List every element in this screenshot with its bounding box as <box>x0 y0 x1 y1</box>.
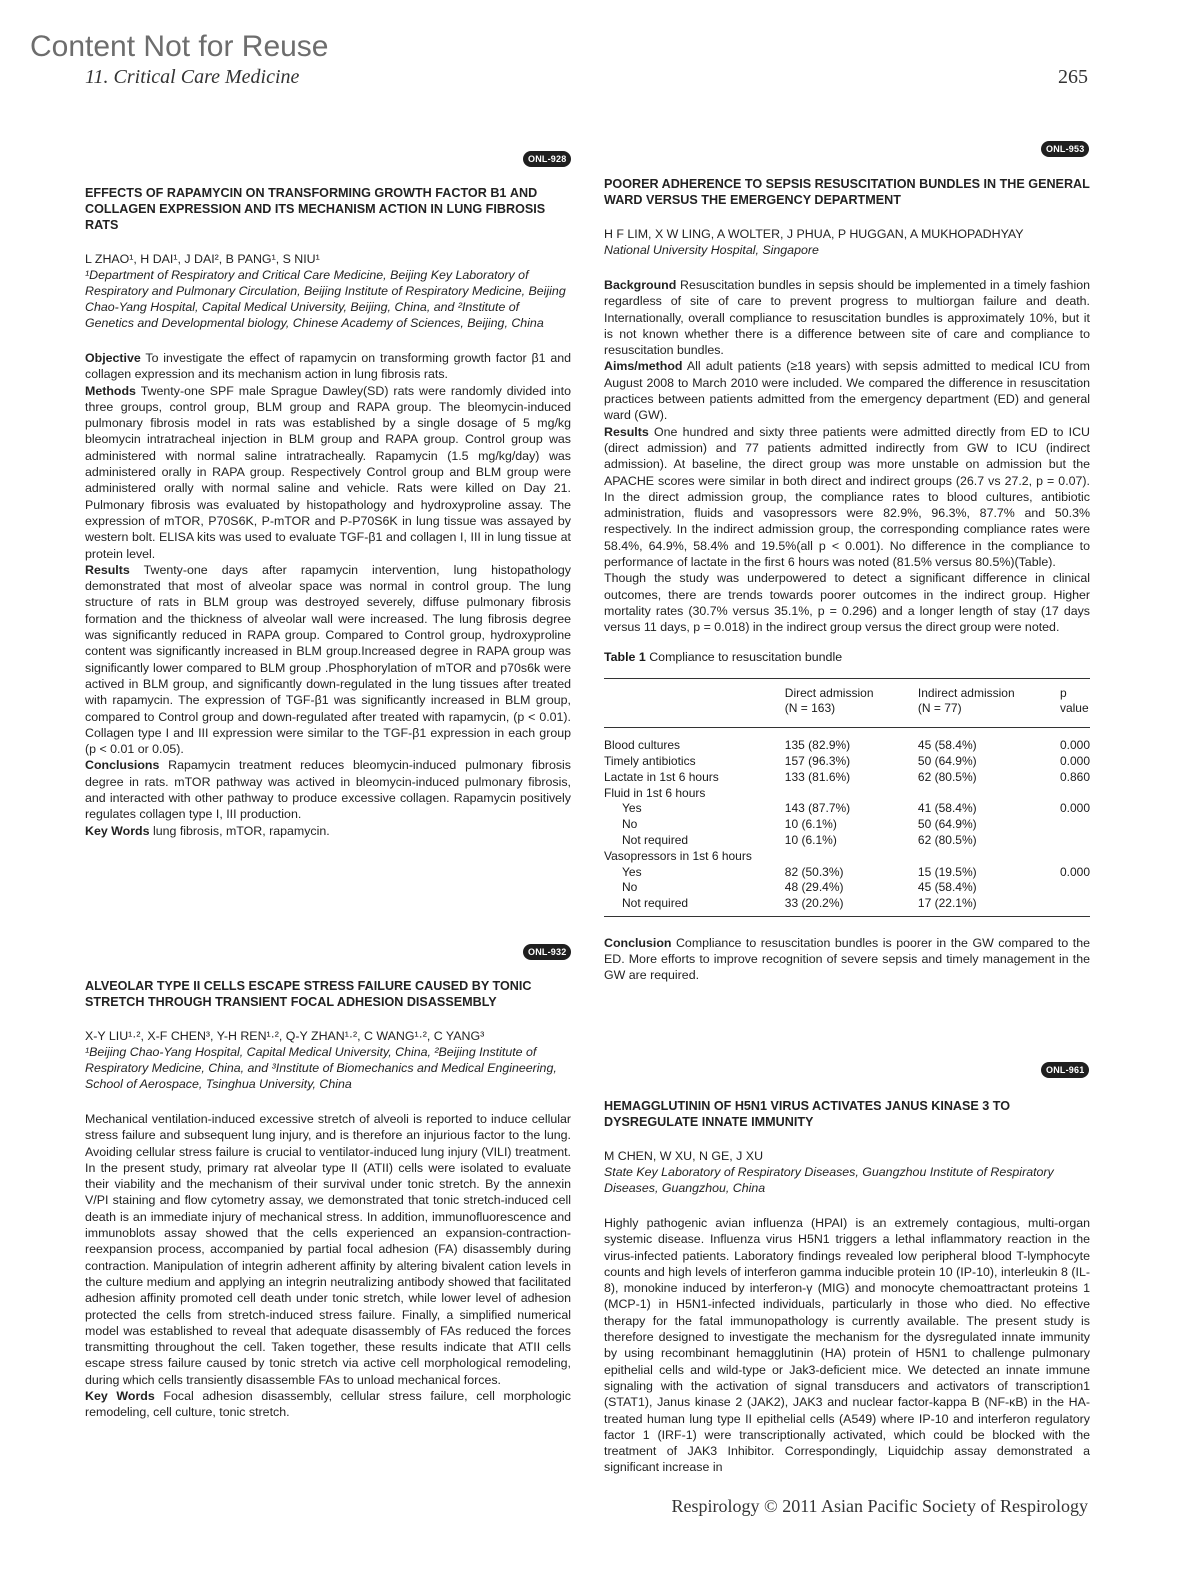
abstract-onl-953 <box>604 176 1090 984</box>
keywords-label: Key Words <box>85 1389 155 1404</box>
table-cell: Yes <box>622 801 642 816</box>
results-label: Results <box>85 562 130 577</box>
table-body <box>604 728 1090 917</box>
table-row <box>604 849 1090 865</box>
table-cell: 15 (19.5%) <box>917 864 977 879</box>
methods-text: Twenty-one SPF male Sprague Dawley(SD) rats were randomly divided into three groups, control group, BLM group and RAPA group. The bleomycin-induced pulmonary fibrosis model in rats was established by a single dosage of 5 mg/kg bleomycin intratracheal injection in BLM group and RAPA group. Control group was administered with normal saline intratracheally. Rapamycin (1.5 mg/kg/day) was administered orally in RAPA group. Respectively Control group and BLM group were administered orally with normal saline and vehicle. Rats were killed on Day 21. Pulmonary fibrosis was evaluated by histopathology and hydroxyproline assay. The expression of mTOR, P70S6K, P-mTOR and P-P70S6K in lung tissue was assayed by western bolt. ELISA kits was used to evaluate TGF-β1 and collagen I, III in lung tissue at protein level. <box>85 383 571 561</box>
table-cell: 0.000 <box>1059 753 1090 768</box>
table-cell: 33 (20.2%) <box>784 896 844 911</box>
table-cell: Blood cultures <box>604 738 681 753</box>
abstract-affiliation: National University Hospital, Singapore <box>604 243 819 257</box>
table-cell: No <box>622 817 638 832</box>
table-cell: Vasopressors in 1st 6 hours <box>604 848 752 863</box>
table-row <box>604 880 1090 896</box>
objective-label: Objective <box>85 351 141 365</box>
abstract-onl-932 <box>85 978 571 1421</box>
table-cell <box>1060 817 1090 833</box>
table-cell: 10 (6.1%) <box>784 832 837 847</box>
table-cell: 41 (58.4%) <box>917 801 977 816</box>
table-cell: Fluid in 1st 6 hours <box>604 785 706 800</box>
table-cell: 17 (22.1%) <box>917 896 977 911</box>
table-cell: 143 (87.7%) <box>784 801 851 816</box>
methods-label: Methods <box>85 383 136 398</box>
abstract-affiliation: ¹Beijing Chao-Yang Hospital, Capital Medical University, China, ²Beijing Institute of Respiratory Medicine, China, and ³Institute of Biomechanics and Medical Engineering, School of Aerospace, Tsinghua University, China <box>85 1045 557 1091</box>
table-row <box>604 754 1090 770</box>
table-row <box>604 817 1090 833</box>
table-row <box>604 801 1090 817</box>
abstract-badge: ONL-961 <box>1041 1062 1089 1078</box>
table-cell: Lactate in 1st 6 hours <box>604 769 719 784</box>
abstract-title: HEMAGGLUTININ OF H5N1 VIRUS ACTIVATES JANUS KINASE 3 TO DYSREGULATE INNATE IMMUNITY <box>604 1099 1011 1129</box>
table-cell: 82 (50.3%) <box>784 864 844 879</box>
table-cell: Yes <box>622 864 642 879</box>
table-cell: 135 (82.9%) <box>784 738 851 753</box>
abstract-onl-928 <box>85 185 571 839</box>
table-cell <box>785 786 918 802</box>
abstract-affiliation: ¹Department of Respiratory and Critical Care Medicine, Beijing Key Laboratory of Respiratory and Pulmonary Circulation, Beijing Institute of Respiratory Medicine, Beijing Chao-Yang Hospital, Capital Medical University, Beijing, China, and ²Institute of Genetics and Developmental biology, Chinese Academy of Sciences, Beijing, China <box>85 268 566 330</box>
abstract-body: Highly pathogenic avian influenza (HPAI) is an extremely contagious, multi-organ systemic disease. Influenza virus H5N1 triggers a lethal inflammatory reaction in the virus-infected patients. Laboratory findings revealed low peripheral blood T-lymphocyte counts and high levels of interferon gamma inducible protein 10 (IP-10), interleukin 8 (IL-8), monokine induced by interferon-γ (MIG) and monocyte chemoattractant proteins 1 (MCP-1) in H5N1-infected individuals, particularly in those who died. No effective therapy for the fatal immunopathology is currently available. The present study is therefore designed to investigate the mechanism for the dysregulated innate immunity by using recombinant hemagglutinin (HA) protein of H5N1 to challenge pulmonary epithelial cells and wild-type or Jak3-deficient mice. We detected an innate immune signaling with the activation of signal transducers and activators of transcription1 (STAT1), Janus kinase 2 (JAK2), JAK3 and nuclear factor-kappa B (NF-κB) in the HA-treated human lung type II epithelial cells (A549) where IP-10 and interferon regulatory factor 1 (IRF-1) were transcriptionally activated, which could be blocked with the treatment of JAK3 Inhibitor. Correspondingly, Liquidchip assay demonstrated a significant increase in <box>604 1216 1090 1475</box>
table-cell: 45 (58.4%) <box>917 880 977 895</box>
table-cell: Timely antibiotics <box>604 753 696 768</box>
abstract-title: ALVEOLAR TYPE II CELLS ESCAPE STRESS FAILURE CAUSED BY TONIC STRETCH THROUGH TRANSIENT FOCAL ADHESION DISASSEMBLY <box>85 979 532 1009</box>
results-continued: Though the study was underpowered to detect a significant difference in clinical outcomes, there are trends towards poorer outcomes in the indirect group. Higher mortality rates (30.7% versus 35.1%, p = 0.296) and a longer length of stay (17 days versus 11 days, p = 0.018) in the indirect group versus the direct group were noted. <box>604 571 1090 635</box>
abstract-body: Mechanical ventilation-induced excessive stretch of alveoli is reported to induce cellular stress failure and subsequent lung injury, and is therefore an injurious factor to the lung. Avoiding cellular stress failure is crucial to ventilator-induced lung injury (VILI) treatment. In the present study, primary rat alveolar type II (ATII) cells were isolated to evaluate their viability and the mechanism of their survival under tonic stretch. By the annexin V/PI staining and flow cytometry assay, we demonstrated that tonic stretch-induced cell death is an immediate injury of mechanical stress. In addition, immunofluorescence and immunoblots assay showed that the cells experienced an expansion-contraction-reexpansion process, accompanied by partial focal adhesion (FA) disassembly during contraction. Manipulation of integrin adherent affinity by altering bivalent cation levels in the culture medium and applying an integrin neutralizing antibody showed that facilitated adhesion affinity promoted cell death under tonic stretch, while lower level of adhesion protected the cells from stretch-induced stress failure. Finally, a simplified numerical model was established to reveal that adequate disassembly of FAs reduced the forces transmitting throughout the cell. Taken together, these results indicate that ATII cells escape stress failure caused by tonic stretch via active cell morphological remodeling, during which cells transiently disassemble FAs to unload mechanical forces. <box>85 1112 571 1387</box>
abstract-badge: ONL-932 <box>523 944 571 960</box>
abstract-authors: X-Y LIU¹·², X-F CHEN³, Y-H REN¹·², Q-Y ZHAN¹·², C WANG¹·², C YANG³ <box>85 1029 485 1043</box>
aims-label: Aims/method <box>604 359 683 374</box>
conclusions-label: Conclusions <box>85 758 160 773</box>
table-cell: 50 (64.9%) <box>917 753 977 768</box>
conclusion-text: Compliance to resuscitation bundles is poorer in the GW compared to the ED. More efforts to improve recognition of severe sepsis and timely management in the GW are required. <box>604 935 1090 983</box>
table-cell: 0.000 <box>1059 801 1090 816</box>
table-cell <box>918 786 1060 802</box>
abstract-title: EFFECTS OF RAPAMYCIN ON TRANSFORMING GROWTH FACTOR Β1 AND COLLAGEN EXPRESSION AND ITS MECHANISM ACTION IN LUNG FIBROSIS RATS <box>85 186 546 232</box>
aims-text: All adult patients (≥18 years) with sepsis admitted to medical ICU from August 2008 to March 2010 were included. We compared the difference in resuscitation practices between patients admitted from the emergency department (ED) and general ward (GW). <box>604 359 1090 423</box>
results-text: Twenty-one days after rapamycin intervention, lung histopathology demonstrated that most of alveolar space was normal in control group. The lung structure of rats in BLM group was destroyed severely, diffuse pulmonary fibrosis formation and the thickness of alveolar wall were increased. The lung fibrosis degree was significantly reduced in RAPA group. Compared to Control group, hydroxyproline content was significantly increased in BLM group.Increased degree in RAPA group was significantly lower compared to BLM group .Phosphorylation of mTOR and p70s6k were actived in BLM group, and significantly down-regulated in the lung tissues after treated with rapamycin. The expression of TGF-β1 was significantly increased in BLM group, compared to Control group and down-regulated after treated with rapamycin, (p < 0.01). Collagen type I and III expression were similar to the TGF-β1 expression in each group (p < 0.01 or 0.05). <box>85 562 571 757</box>
table-row <box>604 833 1090 849</box>
table-cell <box>918 849 1060 865</box>
abstract-authors: M CHEN, W XU, N GE, J XU <box>604 1149 764 1163</box>
table-header-cell: Direct admission (N = 163) <box>785 678 918 728</box>
watermark: Content Not for Reuse <box>30 30 329 63</box>
table-caption: Compliance to resuscitation bundle <box>649 649 843 664</box>
abstract-title: POORER ADHERENCE TO SEPSIS RESUSCITATION BUNDLES IN THE GENERAL WARD VERSUS THE EMERGENCY DEPARTMENT <box>604 177 1090 207</box>
table-cell: 133 (81.6%) <box>784 769 851 784</box>
keywords-text: Focal adhesion disassembly, cellular stress failure, cell morphologic remodeling, cell culture, tonic stretch. <box>85 1389 572 1420</box>
background-text: Resuscitation bundles in sepsis should be implemented in a timely fashion regardless of site of care to prevent progress to multiorgan failure and death. Internationally, overall compliance to resuscitation bundles is approximately 10%, but it is not known whether there is a difference between site of care and compliance to resuscitation bundles. <box>604 278 1090 358</box>
table-cell: 10 (6.1%) <box>784 817 837 832</box>
abstract-authors: H F LIM, X W LING, A WOLTER, J PHUA, P HUGGAN, A MUKHOPADHYAY <box>604 227 1024 241</box>
abstract-badge: ONL-953 <box>1041 141 1089 157</box>
table-row <box>604 865 1090 881</box>
table-row <box>604 770 1090 786</box>
page-number: 265 <box>1058 66 1088 88</box>
table-header-cell: Indirect admission (N = 77) <box>918 678 1060 728</box>
table-cell <box>1060 896 1090 916</box>
table-cell: 48 (29.4%) <box>784 880 844 895</box>
table-header-cell <box>604 678 785 728</box>
section-title: 11. Critical Care Medicine <box>85 66 300 88</box>
table-cell <box>1060 849 1090 865</box>
table-cell: 0.860 <box>1059 769 1090 784</box>
table-header-cell: p value <box>1060 678 1090 728</box>
keywords-text: lung fibrosis, mTOR, rapamycin. <box>152 823 330 838</box>
table-cell: 45 (58.4%) <box>917 738 977 753</box>
abstract-badge: ONL-928 <box>523 151 571 167</box>
table-row <box>604 786 1090 802</box>
table-cell <box>1060 833 1090 849</box>
abstract-affiliation: State Key Laboratory of Respiratory Diseases, Guangzhou Institute of Respiratory Diseases, Guangzhou, China <box>604 1165 1054 1195</box>
results-text: One hundred and sixty three patients were admitted directly from ED to ICU (direct admission) and 77 patients admitted indirectly from GW to ICU (indirect admission). At baseline, the direct group was more unstable on admission but the APACHE scores were similar in both direct and indirect groups (26.7 vs 27.2, p = 0.07). In the direct admission group, the compliance rates to blood cultures, antibiotic administration, fluids and vasopressors were 82.9%, 96.3%, 87.7% and 50.3% respectively. In the indirect admission group, the corresponding compliance rates were 58.4%, 64.9%, 58.4% and 19.5%(all p < 0.001). No difference in the compliance to performance of lactate in the first 6 hours was noted (81.5% versus 80.5%)(Table). <box>604 424 1090 570</box>
objective-text: To investigate the effect of rapamycin on transforming growth factor β1 and collagen expression and its mechanism action in lung fibrosis rats. <box>85 351 572 382</box>
table-cell: 157 (96.3%) <box>784 753 851 768</box>
table-cell: Not required <box>622 832 689 847</box>
table-row <box>604 728 1090 754</box>
table-cell: 50 (64.9%) <box>917 817 977 832</box>
conclusions-text: Rapamycin treatment reduces bleomycin-induced pulmonary fibrosis degree in rats. mTOR pathway was actived in bleomycin-induced pulmonary fibrosis, and interacted with other pathway to produce excessive collagen. Rapamycin positively regulates collagen type I, III production. <box>85 758 571 822</box>
table-cell: No <box>622 880 638 895</box>
keywords-label: Key Words <box>85 823 150 838</box>
table-cell: 62 (80.5%) <box>917 832 977 847</box>
table-cell: Not required <box>622 896 689 911</box>
compliance-table <box>604 678 1090 917</box>
table-cell <box>785 849 918 865</box>
table-row <box>604 896 1090 916</box>
footer-copyright: Respirology © 2011 Asian Pacific Society of Respirology <box>671 1496 1088 1516</box>
table-label: Table 1 <box>604 649 646 664</box>
background-label: Background <box>604 278 677 292</box>
table-cell: 62 (80.5%) <box>917 769 977 784</box>
abstract-onl-961 <box>604 1098 1090 1476</box>
abstract-authors: L ZHAO¹, H DAI¹, J DAI², B PANG¹, S NIU¹ <box>85 252 320 266</box>
conclusion-label: Conclusion <box>604 935 672 950</box>
table-cell <box>1060 880 1090 896</box>
results-label: Results <box>604 424 649 439</box>
table-cell <box>1060 786 1090 802</box>
table-cell: 0.000 <box>1059 864 1090 879</box>
table-cell: 0.000 <box>1059 738 1090 753</box>
